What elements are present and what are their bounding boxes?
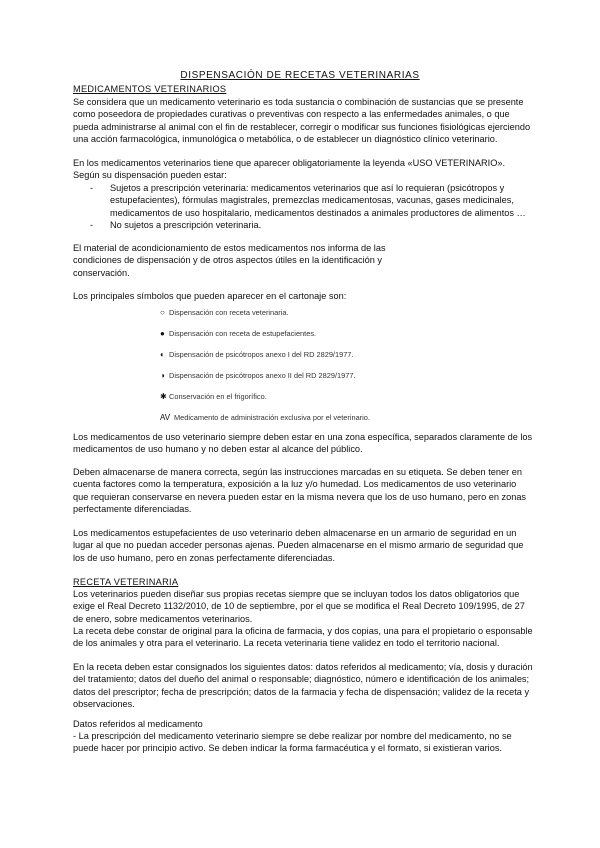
list-item-text: No sujetos a prescripción veterinaria. bbox=[110, 219, 262, 230]
paragraph-prescription-data: En la receta deben estar consignados los siguientes datos: datos referidos al medicamento; vía, dosis y duración del tratamiento; datos del dueño del animal o responsable; diagnóstico, número e identificación de los animales; datos del prescriptor; fecha de prescripción; datos de la farmacia y fecha de dispensación; validez de la receta y observaciones. bbox=[73, 662, 533, 709]
paragraph-packaging: El material de acondicionamiento de estos medicamentos nos informa de las condiciones de dispensación y de otros aspectos útiles en la identificación y conservación. bbox=[73, 243, 386, 278]
symbol-row bbox=[160, 413, 370, 422]
star-icon: ✱ bbox=[160, 392, 167, 401]
list-item bbox=[90, 219, 530, 231]
symbol-row bbox=[160, 392, 267, 401]
symbol-row bbox=[160, 371, 356, 380]
symbol-text: Dispensación con receta de estupefacientes. bbox=[169, 329, 317, 338]
list-item bbox=[90, 182, 530, 219]
paragraph-legend: En los medicamentos veterinarios tiene que aparecer obligatoriamente la leyenda «USO VETERINARIO». Según su dispensación pueden estar: bbox=[73, 158, 506, 181]
section-heading-receta: RECETA VETERINARIA bbox=[73, 577, 179, 587]
circle-half-outline-icon: ◑ bbox=[160, 371, 165, 380]
symbol-text: Conservación en el frigorífico. bbox=[169, 392, 267, 401]
symbol-row bbox=[160, 308, 289, 317]
circle-outline-icon: ○ bbox=[160, 308, 165, 317]
paragraph-definition: Se considera que un medicamento veterinario es toda sustancia o combinación de sustancias que se presente como poseedora de propiedades curativas o preventivas con respecto a las enfermedades animales, o que pueda administrarse al animal con el fin de restablecer, corregir o modificar sus funciones fisiológicas ejerciendo una acción farmacológica, inmunológica o metabólica, o de establecer un diagnóstico clínico veterinario. bbox=[73, 97, 531, 144]
circle-filled-icon: ● bbox=[160, 329, 165, 338]
symbol-row bbox=[160, 350, 353, 359]
list-bullet: - bbox=[90, 219, 94, 230]
paragraph-symbols-intro: Los principales símbolos que pueden aparecer en el cartonaje son: bbox=[73, 291, 347, 301]
symbol-row bbox=[160, 329, 316, 338]
dispensation-list bbox=[90, 182, 530, 231]
page-title: DISPENSACIÓN DE RECETAS VETERINARIAS bbox=[180, 70, 420, 81]
circle-half-icon: ◐ bbox=[160, 350, 165, 359]
section-heading-medicamentos: MEDICAMENTOS VETERINARIOS bbox=[73, 84, 227, 94]
list-item-text: Sujetos a prescripción veterinaria: medicamentos veterinarios que así lo requieran (psicótropos y estupefacientes), fórmulas magistrales, premezclas medicamentosas, vacunas, gases medicinales, medicamentos de uso hospitalario, medicamentos destinados a animales productores de alimentos … bbox=[110, 183, 526, 218]
symbol-text: Medicamento de administración exclusiva por el veterinario. bbox=[174, 413, 370, 422]
symbol-text: Dispensación de psicótropos anexo II del RD 2829/1977. bbox=[169, 371, 356, 380]
list-bullet: - bbox=[90, 183, 94, 193]
subheading-medication-data: Datos referidos al medicamento bbox=[73, 719, 203, 729]
paragraph-medication-name: - La prescripción del medicamento veterinario siempre se debe realizar por nombre del medicamento, no se puede hacer por principio activo. Se deben indicar la forma farmacéutica y el formato, si existieran varios. bbox=[73, 731, 512, 754]
av-icon: AV bbox=[160, 413, 171, 422]
symbol-text: Dispensación con receta veterinaria. bbox=[169, 308, 289, 317]
paragraph-prescription-design: Los veterinarios pueden diseñar sus propias recetas siempre que se incluyan todos los datos obligatorios que exige el Real Decreto 1132/2010, de 10 de septiembre, por el que se modifica el Real Decreto 109/1995, de 27 de enero, sobre medicamentos veterinarios. bbox=[73, 589, 525, 624]
paragraph-storage-narcotics: Los medicamentos estupefacientes de uso veterinario deben almacenarse en un armario de seguridad en un lugar al que no puedan acceder personas ajenas. Pueden almacenarse en el mismo armario de seguridad que los de uso humano, pero en zonas perfectamente diferenciadas. bbox=[73, 528, 524, 563]
paragraph-storage-conditions: Deben almacenarse de manera correcta, según las instrucciones marcadas en su etiqueta. Se deben tener en cuenta factores como la temperatura, exposición a la luz y/o humedad. Los medicamentos de uso veterinario que requieran conservarse en nevera pueden estar en la misma nevera que los de uso humano, pero en zonas perfectamente diferenciadas. bbox=[73, 467, 527, 514]
paragraph-prescription-copies: La receta debe constar de original para la oficina de farmacia, y dos copias, una para el propietario o esponsable de los animales y otra para el veterinario. La receta veterinaria tiene validez en todo el territorio nacional. bbox=[73, 626, 533, 649]
symbol-text: Dispensación de psicótropos anexo I del RD 2829/1977. bbox=[169, 350, 354, 359]
paragraph-storage-zone: Los medicamentos de uso veterinario siempre deben estar en una zona específica, separados claramente de los medicamentos de uso humano y no deben estar al alcance del público. bbox=[73, 432, 533, 455]
